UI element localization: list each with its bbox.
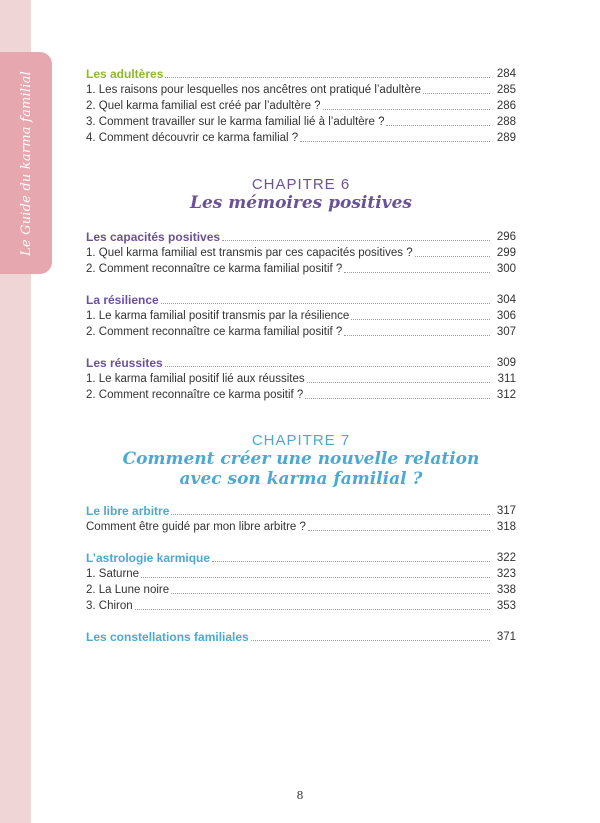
page-number: 288 xyxy=(496,116,516,128)
page-number: 286 xyxy=(496,100,516,112)
leader-dots xyxy=(251,640,490,641)
toc-heading-label: La résilience xyxy=(86,293,159,307)
toc-item-label: 2. Comment reconnaître ce karma familial positif ? xyxy=(86,326,343,338)
toc-section-astrologie xyxy=(86,550,516,614)
sidebar-title xyxy=(0,52,52,274)
toc-item-label: 3. Chiron xyxy=(86,600,133,612)
toc-section-adulteres xyxy=(86,66,516,146)
page-number: 285 xyxy=(496,84,516,96)
leader-dots xyxy=(171,514,490,515)
leader-dots xyxy=(165,77,490,78)
toc-item-label: 2. Comment reconnaître ce karma positif ? xyxy=(86,389,304,401)
leader-dots xyxy=(344,335,490,336)
page-number: 299 xyxy=(496,247,516,259)
toc-item[interactable] xyxy=(86,308,516,324)
page-number: 371 xyxy=(496,631,516,643)
toc-item[interactable] xyxy=(86,371,516,387)
toc-item-label: 1. Saturne xyxy=(86,568,140,580)
leader-dots xyxy=(212,561,490,562)
toc-heading[interactable] xyxy=(86,503,516,519)
chapter-number: CHAPITRE 7 xyxy=(251,432,351,449)
leader-dots xyxy=(161,303,490,304)
toc-item[interactable] xyxy=(86,98,516,114)
leader-dots xyxy=(305,398,490,399)
page-number: 338 xyxy=(496,584,516,596)
leader-dots xyxy=(171,593,490,594)
leader-dots xyxy=(165,366,490,367)
page-number: 312 xyxy=(496,389,516,401)
toc-heading-label: Les adultères xyxy=(86,67,164,81)
toc-item-label: 1. Le karma familial positif transmis par la résilience xyxy=(86,310,350,322)
toc-item[interactable] xyxy=(86,261,516,277)
toc-section-capacites xyxy=(86,229,516,277)
toc-heading-label: Les réussites xyxy=(86,356,163,370)
page-number: 296 xyxy=(496,231,516,243)
page-number: 353 xyxy=(496,600,516,612)
chapter-number: CHAPITRE 6 xyxy=(251,176,351,193)
toc-section-reussites xyxy=(86,355,516,403)
toc-section-resilience xyxy=(86,292,516,340)
toc-item[interactable] xyxy=(86,82,516,98)
toc-heading[interactable] xyxy=(86,66,516,82)
toc-item[interactable] xyxy=(86,130,516,146)
leader-dots xyxy=(222,240,490,241)
toc-item[interactable] xyxy=(86,245,516,261)
leader-dots xyxy=(415,256,490,257)
toc-item[interactable] xyxy=(86,114,516,130)
leader-dots xyxy=(351,319,490,320)
chapter-6-heading xyxy=(86,176,516,213)
toc-item-label: 1. Quel karma familial est transmis par ces capacités positives ? xyxy=(86,247,413,259)
toc-heading-label: Le libre arbitre xyxy=(86,504,170,518)
page-number: 300 xyxy=(496,263,516,275)
toc-item[interactable] xyxy=(86,582,516,598)
footer-page-number: 8 xyxy=(296,789,304,802)
toc-item-label: 2. Comment reconnaître ce karma familial positif ? xyxy=(86,263,343,275)
toc-heading[interactable] xyxy=(86,550,516,566)
toc-item[interactable] xyxy=(86,324,516,340)
toc-item-label: 1. Les raisons pour lesquelles nos ancêtres ont pratiqué l’adultère xyxy=(86,84,421,96)
page-number: 323 xyxy=(496,568,516,580)
toc-item-label: 1. Le karma familial positif lié aux réussites xyxy=(86,373,305,385)
toc-section-libre-arbitre xyxy=(86,503,516,535)
leader-dots xyxy=(300,141,490,142)
toc-heading-label: Les capacités positives xyxy=(86,230,221,244)
toc-item[interactable] xyxy=(86,519,516,535)
page-number: 306 xyxy=(496,310,516,322)
chapter-title-line-1: Comment créer une nouvelle relation xyxy=(122,449,480,469)
sidebar-title-text: Le Guide du karma familial xyxy=(18,70,34,256)
leader-dots xyxy=(307,382,490,383)
chapter-title: Les mémoires positives xyxy=(190,193,412,213)
page-number: 289 xyxy=(496,132,516,144)
toc-item[interactable] xyxy=(86,566,516,582)
page-number: 322 xyxy=(496,552,516,564)
toc-heading[interactable] xyxy=(86,629,516,645)
toc-heading[interactable] xyxy=(86,355,516,371)
leader-dots xyxy=(386,125,490,126)
page-number: 307 xyxy=(496,326,516,338)
leader-dots xyxy=(308,530,490,531)
toc-item-label: 4. Comment découvrir ce karma familial ? xyxy=(86,132,299,144)
page-number: 309 xyxy=(496,357,516,369)
toc-item[interactable] xyxy=(86,598,516,614)
page-number: 318 xyxy=(496,521,516,533)
leader-dots xyxy=(344,272,490,273)
toc-item-label: 2. Quel karma familial est créé par l’adultère ? xyxy=(86,100,321,112)
leader-dots xyxy=(141,577,490,578)
toc-heading[interactable] xyxy=(86,229,516,245)
toc-item-label: 2. La Lune noire xyxy=(86,584,170,596)
chapter-title-line-2: avec son karma familial ? xyxy=(179,469,423,489)
page-number: 284 xyxy=(496,68,516,80)
toc-heading[interactable] xyxy=(86,292,516,308)
toc-heading-label: Les constellations familiales xyxy=(86,630,249,644)
leader-dots xyxy=(135,609,490,610)
page-number: 317 xyxy=(496,505,516,517)
toc-item-label: 3. Comment travailler sur le karma familial lié à l’adultère ? xyxy=(86,116,385,128)
toc-section-constellations xyxy=(86,629,516,645)
toc-item-label: Comment être guidé par mon libre arbitre ? xyxy=(86,521,306,533)
toc-heading-label: L’astrologie karmique xyxy=(86,551,211,565)
page-number: 311 xyxy=(497,373,516,385)
chapter-7-heading xyxy=(86,432,516,489)
page-number: 304 xyxy=(496,294,516,306)
leader-dots xyxy=(423,93,490,94)
leader-dots xyxy=(323,109,490,110)
toc-item[interactable] xyxy=(86,387,516,403)
